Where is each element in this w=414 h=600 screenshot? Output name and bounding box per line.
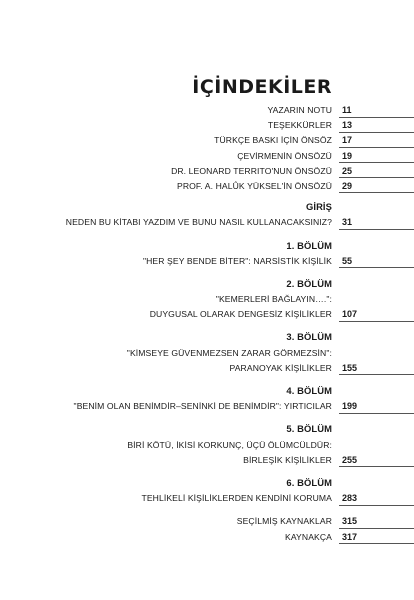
toc-entry-line[interactable]	[0, 347, 414, 362]
toc-rule	[339, 162, 414, 163]
toc-rule	[339, 267, 414, 268]
toc-entry-page: 13	[342, 120, 353, 131]
toc-entry-label: TEŞEKKÜRLER	[267, 120, 332, 131]
toc-entry-page: 55	[342, 255, 353, 266]
toc-entry-page: 29	[342, 180, 353, 191]
toc-section-heading	[0, 331, 414, 346]
toc-entry[interactable]	[0, 515, 414, 530]
toc-entry[interactable]	[0, 308, 414, 323]
toc-rule	[339, 321, 414, 322]
toc-entry-page: 255	[342, 454, 358, 465]
toc-entry-line[interactable]	[0, 293, 414, 308]
toc-entry[interactable]	[0, 255, 414, 270]
toc-entry-label: "BENİM OLAN BENİMDİR–SENİNKİ DE BENİMDİR": YIRTICILAR	[73, 401, 332, 412]
toc-entry[interactable]	[0, 180, 414, 195]
toc-entry-label: TÜRKÇE BASKI İÇİN ÖNSÖZ	[214, 135, 332, 146]
toc-entry[interactable]	[0, 165, 414, 180]
toc-entry-label: DR. LEONARD TERRITO'NUN ÖNSÖZÜ	[171, 165, 332, 176]
toc-entry-label: BİRLEŞİK KİŞİLİKLER	[243, 454, 332, 465]
toc-entry-label: PROF. A. HALÛK YÜKSEL'İN ÖNSÖZÜ	[176, 180, 332, 191]
toc-section-heading	[0, 423, 414, 438]
toc-entry-label: YAZARIN NOTU	[267, 105, 332, 115]
toc-entry-page: 317	[342, 531, 358, 542]
toc-entry-label: "HER ŞEY BENDE BİTER": NARSİSTİK KİŞİLİK	[142, 255, 332, 266]
toc-section-heading	[0, 201, 414, 216]
toc-entry-label: TEHLİKELİ KİŞİLİKLERDEN KENDİNİ KORUMA	[141, 493, 332, 504]
toc-entry-page: 107	[342, 309, 358, 320]
toc-entry-page: 11	[342, 105, 352, 115]
toc-entry[interactable]	[0, 216, 414, 231]
chapter-heading: 6. BÖLÜM	[286, 476, 332, 488]
toc-entry[interactable]	[0, 400, 414, 415]
toc-rule	[339, 543, 414, 544]
toc-entry-page: 155	[342, 362, 358, 373]
toc-entry[interactable]	[0, 531, 414, 546]
toc-entry[interactable]	[0, 454, 414, 469]
toc-entry-page: 25	[342, 165, 353, 176]
toc-rule	[339, 117, 414, 118]
chapter-heading: 5. BÖLÜM	[286, 423, 332, 435]
toc-entry[interactable]	[0, 119, 414, 134]
toc-entry[interactable]	[0, 134, 414, 149]
toc-rule	[339, 147, 414, 148]
toc-rule	[339, 466, 414, 467]
toc-section-heading	[0, 240, 414, 255]
toc-entry-label: DUYGUSAL OLARAK DENGESİZ KİŞİLİKLER	[149, 309, 332, 320]
toc-entry-page: 17	[342, 135, 353, 146]
chapter-heading: 3. BÖLÜM	[286, 331, 332, 343]
toc-entry[interactable]	[0, 362, 414, 377]
toc-rule	[339, 505, 414, 506]
toc-rule	[339, 413, 414, 414]
toc-entry-label: KAYNAKÇA	[285, 531, 332, 542]
toc-rule	[339, 374, 414, 375]
toc-entry-label: SEÇİLMİŞ KAYNAKLAR	[236, 516, 332, 527]
toc-rule	[339, 229, 414, 230]
chapter-heading: 2. BÖLÜM	[286, 277, 332, 289]
toc-entry-page: 283	[342, 493, 358, 504]
toc-entry-label: PARANOYAK KİŞİLİKLER	[229, 362, 332, 373]
toc-rule	[339, 177, 414, 178]
chapter-heading: 1. BÖLÜM	[286, 239, 332, 251]
toc-entry[interactable]	[0, 104, 414, 119]
toc-entry-line[interactable]	[0, 439, 414, 454]
toc-entry-page: 199	[342, 401, 358, 412]
toc-entry-label: BİRİ KÖTÜ, İKİSİ KORKUNÇ, ÜÇÜ ÖLÜMCÜLDÜR:	[127, 439, 332, 450]
page-title: İÇİNDEKİLER	[192, 76, 332, 98]
toc-section-heading	[0, 278, 414, 293]
toc-entry[interactable]	[0, 150, 414, 165]
table-of-contents	[0, 104, 414, 546]
toc-rule	[339, 528, 414, 529]
chapter-heading: 4. BÖLÜM	[286, 385, 332, 396]
toc-entry-page: 31	[342, 217, 353, 228]
toc-section-heading	[0, 477, 414, 492]
toc-entry-page: 315	[342, 516, 358, 527]
toc-entry-label: "KİMSEYE GÜVENMEZSEN ZARAR GÖRMEZSİN":	[126, 347, 332, 358]
toc-section-heading	[0, 385, 414, 400]
section-heading-intro: GİRİŞ	[305, 201, 332, 213]
toc-rule	[339, 132, 414, 133]
toc-entry-page: 19	[342, 150, 353, 161]
toc-rule	[339, 192, 414, 193]
toc-entry-label: "KEMERLERİ BAĞLAYIN….":	[215, 294, 332, 305]
toc-entry-label: ÇEVİRMENİN ÖNSÖZÜ	[237, 150, 332, 161]
toc-entry[interactable]	[0, 492, 414, 507]
toc-entry-label: NEDEN BU KİTABI YAZDIM VE BUNU NASIL KULLANACAKSINIZ?	[65, 217, 332, 228]
